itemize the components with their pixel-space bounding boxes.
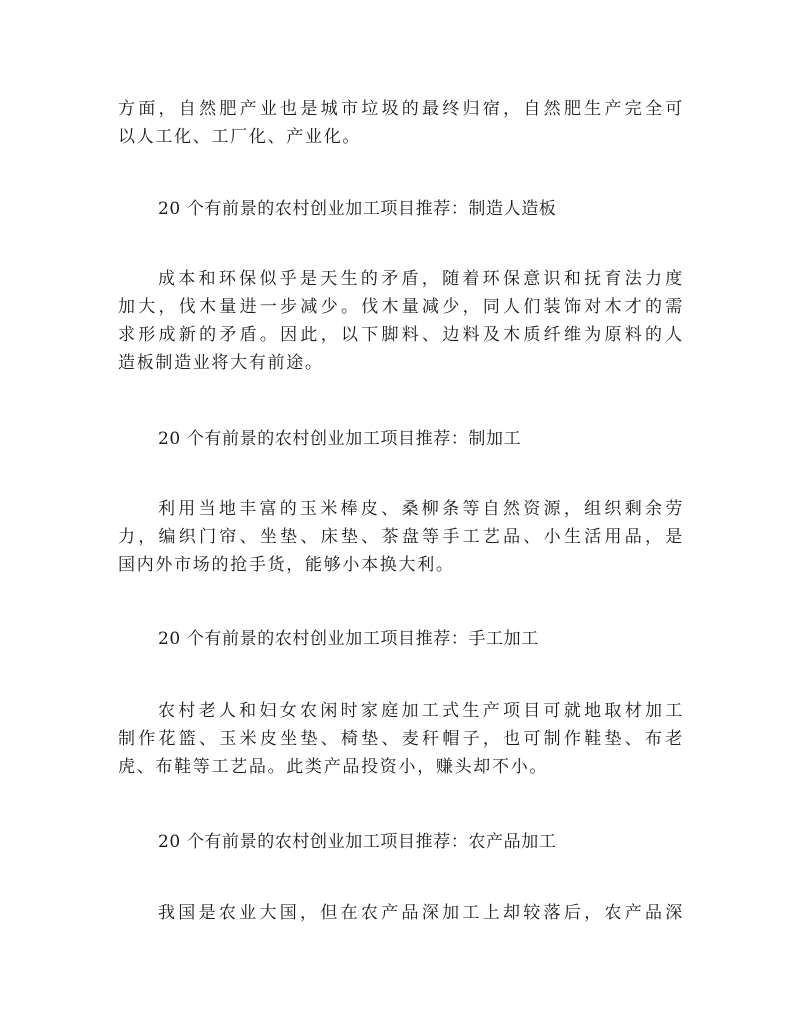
section-heading-agri-products: 20 个有前景的农村创业加工项目推荐：农产品加工 (158, 832, 557, 852)
paragraph-agri-products (118, 899, 684, 927)
paragraph-artificial-board (118, 265, 684, 377)
paragraph-processing (118, 495, 684, 579)
paragraph-line: 虎、布鞋等工艺品。此类产品投资小，赚头却不小。 (118, 757, 549, 777)
paragraph-line: 我国是农业大国，但在农产品深加工上却较落后，农产品深 (158, 903, 684, 923)
paragraph-natural-fertilizer (118, 95, 684, 151)
paragraph-line: 利用当地丰富的玉米棒皮、桑柳条等自然资源，组织剩余劳 (158, 499, 684, 519)
paragraph-line: 农村老人和妇女农闲时家庭加工式生产项目可就地取材加工 (158, 701, 684, 721)
paragraph-line: 以人工化、工厂化、产业化。 (118, 127, 362, 147)
paragraph-line: 求形成新的矛盾。因此，以下脚料、边料及木质纤维为原料的人 (118, 325, 684, 345)
section-heading-handicraft: 20 个有前景的农村创业加工项目推荐：手工加工 (158, 629, 539, 649)
paragraph-line: 加大，伐木量进一步减少。伐木量减少，同人们装饰对木才的需 (118, 297, 684, 317)
paragraph-handicraft (118, 697, 684, 781)
paragraph-line: 制作花篮、玉米皮坐垫、椅垫、麦秆帽子，也可制作鞋垫、布老 (118, 729, 684, 749)
paragraph-line: 国内外市场的抢手货，能够小本换大利。 (118, 555, 455, 575)
paragraph-line: 力，编织门帘、坐垫、床垫、茶盘等手工艺品、小生活用品，是 (118, 527, 684, 547)
section-heading-artificial-board: 20 个有前景的农村创业加工项目推荐：制造人造板 (158, 199, 557, 219)
paragraph-line: 方面，自然肥产业也是城市垃圾的最终归宿，自然肥生产完全可 (118, 99, 684, 119)
paragraph-line: 成本和环保似乎是天生的矛盾，随着环保意识和抚育法力度 (158, 269, 684, 289)
section-heading-processing: 20 个有前景的农村创业加工项目推荐：制加工 (158, 429, 522, 449)
paragraph-line: 造板制造业将大有前途。 (118, 353, 324, 373)
